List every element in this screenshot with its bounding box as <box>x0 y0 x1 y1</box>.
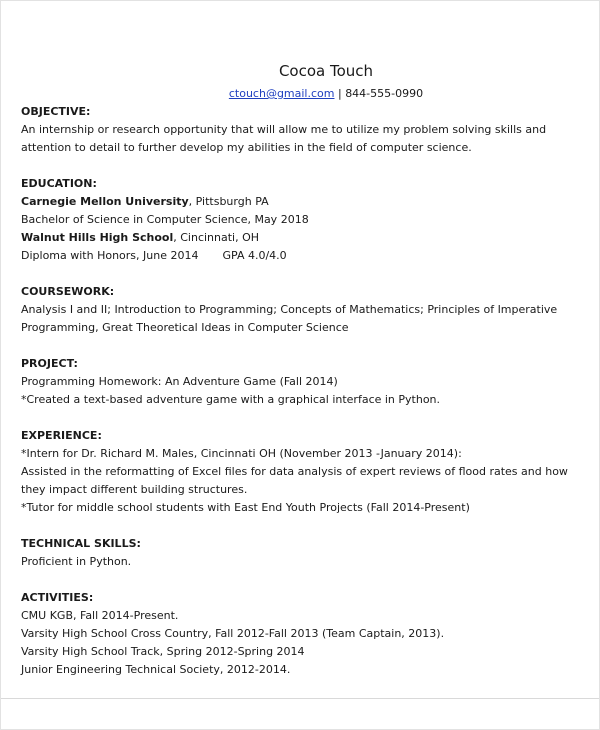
school-2-diploma-line <box>21 247 591 265</box>
education-heading: EDUCATION: <box>21 177 97 190</box>
project-section <box>21 355 591 409</box>
activities-section <box>21 589 591 679</box>
project-line-2: *Created a text-based adventure game with a graphical interface in Python. <box>21 393 441 406</box>
page-footer-divider <box>1 698 599 699</box>
contact-line <box>21 85 591 103</box>
school-2-name: Walnut Hills High School <box>21 231 174 244</box>
objective-section <box>21 103 591 157</box>
candidate-name: Cocoa Touch <box>278 62 374 80</box>
school-2-location: , Cincinnati, OH <box>173 231 260 244</box>
activities-heading: ACTIVITIES: <box>21 591 94 604</box>
school-1-degree: Bachelor of Science in Computer Science, May 2018 <box>21 213 309 226</box>
project-line-1: Programming Homework: An Adventure Game (Fall 2014) <box>21 375 338 388</box>
phone-number: 844-555-0990 <box>345 87 424 100</box>
experience-line-2: Assisted in the reformatting of Excel files for data analysis of expert reviews of flood rates and how they impact different building structures. <box>21 465 568 496</box>
skills-heading: TECHNICAL SKILLS: <box>21 537 141 550</box>
coursework-heading: COURSEWORK: <box>21 285 115 298</box>
email-link[interactable]: ctouch@gmail.com <box>228 87 335 100</box>
activity-item: Junior Engineering Technical Society, 2012-2014. <box>21 663 291 676</box>
contact-separator: | <box>334 87 346 100</box>
experience-line-3: *Tutor for middle school students with East End Youth Projects (Fall 2014-Present) <box>21 501 470 514</box>
experience-section <box>21 427 591 517</box>
school-2-gpa: GPA 4.0/4.0 <box>222 249 287 262</box>
school-2-diploma: Diploma with Honors, June 2014 <box>21 249 199 262</box>
experience-line-1: *Intern for Dr. Richard M. Males, Cincinnati OH (November 2013 -January 2014): <box>21 447 462 460</box>
experience-heading: EXPERIENCE: <box>21 429 102 442</box>
activity-item: CMU KGB, Fall 2014-Present. <box>21 609 179 622</box>
coursework-text: Analysis I and II; Introduction to Programming; Concepts of Mathematics; Principles of Imperative Programming, Great Theoretical Ideas in Computer Science <box>21 303 558 334</box>
education-school-1 <box>21 193 591 211</box>
resume-content <box>21 59 591 679</box>
skills-section <box>21 535 591 571</box>
education-school-2 <box>21 229 591 247</box>
project-heading: PROJECT: <box>21 357 78 370</box>
objective-heading: OBJECTIVE: <box>21 105 91 118</box>
skills-text: Proficient in Python. <box>21 555 132 568</box>
objective-text: An internship or research opportunity that will allow me to utilize my problem solving skills and attention to detail to further develop my abilities in the field of computer science. <box>21 123 547 154</box>
activity-item: Varsity High School Cross Country, Fall 2012-Fall 2013 (Team Captain, 2013). <box>21 627 445 640</box>
activity-item: Varsity High School Track, Spring 2012-Spring 2014 <box>21 645 305 658</box>
school-1-location: , Pittsburgh PA <box>188 195 269 208</box>
coursework-section <box>21 283 591 337</box>
school-1-name: Carnegie Mellon University <box>21 195 189 208</box>
education-section <box>21 175 591 265</box>
